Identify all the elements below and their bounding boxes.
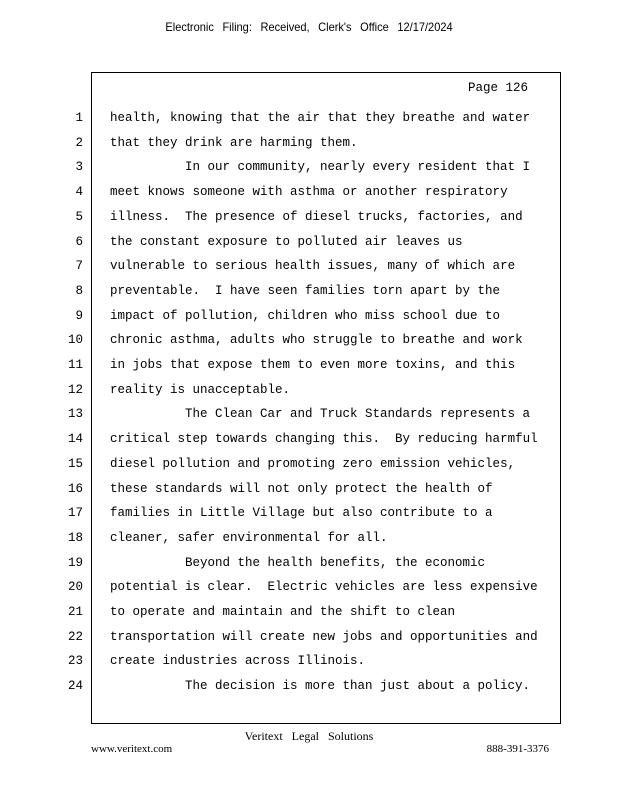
transcript-line	[0, 580, 618, 600]
line-text: The Clean Car and Truck Standards represents a	[185, 407, 531, 422]
line-text: vulnerable to serious health issues, many of which are	[110, 259, 516, 274]
line-text: Beyond the health benefits, the economic	[185, 555, 486, 570]
line-number: 20	[67, 580, 83, 595]
line-number: 14	[67, 432, 83, 447]
line-text: diesel pollution and promoting zero emission vehicles,	[110, 456, 516, 471]
line-number: 17	[67, 506, 83, 521]
line-text: cleaner, safer environmental for all.	[110, 530, 388, 545]
line-number: 6	[75, 234, 83, 249]
line-number: 10	[67, 333, 83, 348]
line-number: 3	[75, 160, 83, 175]
footer-phone: 888-391-3376	[486, 743, 549, 755]
line-number: 16	[67, 481, 83, 496]
transcript-line	[0, 556, 618, 576]
line-number: 18	[67, 530, 83, 545]
transcript-line	[0, 333, 618, 353]
line-text: that they drink are harming them.	[110, 135, 358, 150]
transcript-line	[0, 235, 618, 255]
line-text: transportation will create new jobs and opportunities and	[110, 629, 538, 644]
line-text: in jobs that expose them to even more toxins, and this	[110, 358, 516, 372]
line-number: 12	[67, 382, 83, 397]
line-text: preventable. I have seen families torn apart by the	[110, 283, 501, 298]
line-text: health, knowing that the air that they breathe and water	[110, 111, 531, 125]
line-text: chronic asthma, adults who struggle to breathe and work	[110, 333, 523, 348]
footer-company: Veritext Legal Solutions	[244, 729, 374, 743]
transcript-line	[0, 309, 618, 329]
line-text: these standards will not only protect the health of	[110, 481, 493, 496]
line-text: to operate and maintain and the shift to clean	[110, 605, 456, 619]
line-number: 4	[75, 185, 83, 200]
transcript-line	[0, 482, 618, 502]
line-number: 19	[67, 555, 83, 570]
line-text: reality is unacceptable.	[110, 382, 291, 397]
line-number: 1	[75, 111, 83, 125]
line-number: 7	[75, 259, 83, 274]
page-number: Page 126	[467, 81, 528, 95]
line-number: 5	[75, 209, 83, 224]
line-number: 23	[67, 654, 83, 669]
transcript-line	[0, 506, 618, 526]
filing-stamp-header: Electronic Filing: Received, Clerk's Office 12/17/2024	[165, 20, 453, 34]
line-number: 13	[67, 407, 83, 422]
transcript-line	[0, 210, 618, 230]
line-number: 11	[67, 358, 83, 372]
transcript-line	[0, 605, 618, 625]
transcript-line	[0, 679, 618, 699]
transcript-line	[0, 259, 618, 279]
transcript-line	[0, 531, 618, 551]
line-number: 9	[75, 308, 83, 323]
transcript-line	[0, 111, 618, 131]
line-text: critical step towards changing this. By reducing harmful	[110, 432, 538, 447]
transcript-line	[0, 185, 618, 205]
line-text: meet knows someone with asthma or another respiratory	[110, 185, 508, 200]
line-number: 15	[67, 456, 83, 471]
transcript-line	[0, 407, 618, 427]
line-number: 24	[67, 679, 83, 694]
transcript-line	[0, 284, 618, 304]
line-text: potential is clear. Electric vehicles are less expensive	[110, 580, 538, 595]
transcript-line	[0, 160, 618, 180]
transcript-line	[0, 457, 618, 477]
line-text: the constant exposure to polluted air leaves us	[110, 234, 463, 249]
line-text: The decision is more than just about a policy.	[185, 679, 531, 694]
line-number: 2	[75, 135, 83, 150]
line-text: create industries across Illinois.	[110, 654, 366, 669]
transcript-line	[0, 136, 618, 156]
line-text: illness. The presence of diesel trucks, factories, and	[110, 209, 523, 224]
transcript-line	[0, 383, 618, 403]
transcript-line	[0, 432, 618, 452]
line-number: 22	[67, 629, 83, 644]
line-text: families in Little Village but also contribute to a	[110, 506, 493, 521]
footer-website: www.veritext.com	[91, 743, 173, 755]
line-number: 8	[75, 283, 83, 298]
transcript-line	[0, 358, 618, 378]
transcript-line	[0, 654, 618, 674]
line-number: 21	[67, 605, 83, 619]
line-text: In our community, nearly every resident that I	[185, 160, 531, 175]
line-text: impact of pollution, children who miss school due to	[110, 308, 501, 323]
transcript-line	[0, 630, 618, 650]
